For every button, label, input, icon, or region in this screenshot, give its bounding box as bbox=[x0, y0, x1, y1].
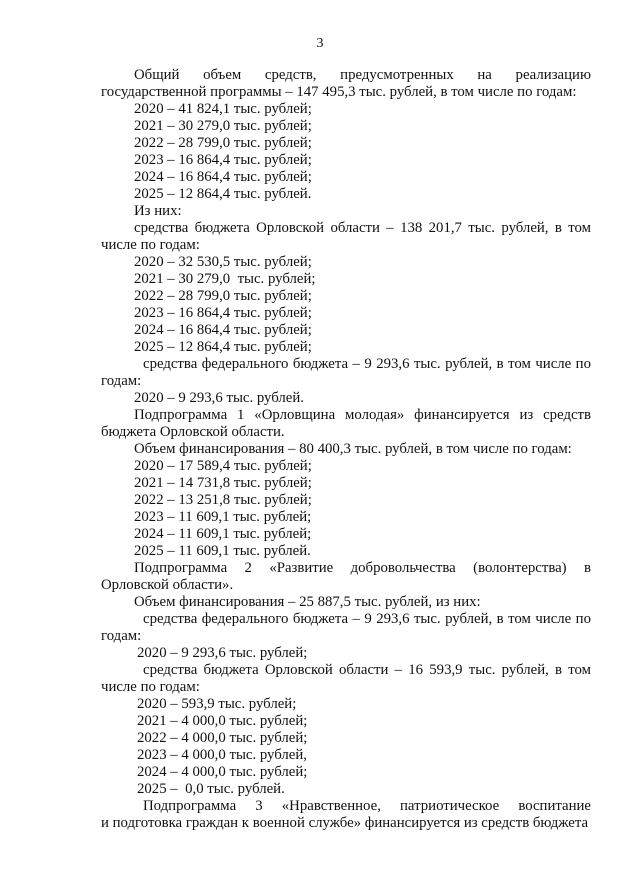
text-line: и подготовка граждан к военной службе» финансируется из средств бюджета bbox=[101, 815, 589, 831]
text-line: 2023 – 11 609,1 тыс. рублей; bbox=[134, 509, 312, 525]
text-line: 2020 – 593,9 тыс. рублей; bbox=[137, 696, 297, 712]
text-line: 2023 – 4 000,0 тыс. рублей, bbox=[137, 747, 307, 763]
text-line: 2023 – 16 864,4 тыс. рублей; bbox=[134, 305, 312, 321]
text-line: 2022 – 13 251,8 тыс. рублей; bbox=[134, 492, 312, 508]
text-line: числе по годам: bbox=[101, 679, 200, 695]
text-line: Объем финансирования – 25 887,5 тыс. рублей, из них: bbox=[134, 594, 481, 610]
text-line: 2020 – 41 824,1 тыс. рублей; bbox=[134, 101, 312, 117]
text-line: Общий объем средств, предусмотренных на реализацию bbox=[134, 67, 591, 83]
text-line: 2023 – 16 864,4 тыс. рублей; bbox=[134, 152, 312, 168]
text-line: 2024 – 16 864,4 тыс. рублей; bbox=[134, 322, 312, 338]
text-line: 2025 – 12 864,4 тыс. рублей. bbox=[134, 186, 312, 202]
text-line: 2020 – 17 589,4 тыс. рублей; bbox=[134, 458, 312, 474]
text-line: 2022 – 4 000,0 тыс. рублей; bbox=[137, 730, 308, 746]
text-line: годам: bbox=[101, 373, 142, 389]
text-line: числе по годам: bbox=[101, 237, 200, 253]
text-line: 2024 – 4 000,0 тыс. рублей; bbox=[137, 764, 308, 780]
text-line: 2021 – 4 000,0 тыс. рублей; bbox=[137, 713, 308, 729]
page-number: 3 bbox=[316, 36, 324, 51]
text-line: Из них: bbox=[134, 203, 182, 219]
text-line: 2020 – 9 293,6 тыс. рублей; bbox=[137, 645, 308, 661]
text-line: государственной программы – 147 495,3 тыс. рублей, в том числе по годам: bbox=[101, 84, 577, 100]
text-line: Орловской области». bbox=[101, 577, 234, 593]
text-line: Объем финансирования – 80 400,3 тыс. рублей, в том числе по годам: bbox=[134, 441, 572, 457]
text-line: 2024 – 11 609,1 тыс. рублей; bbox=[134, 526, 312, 542]
text-line: бюджета Орловской области. bbox=[101, 424, 285, 440]
text-line: средства федерального бюджета – 9 293,6 тыс. рублей, в том числе по bbox=[143, 356, 591, 372]
text-line: Подпрограмма 2 «Развитие добровольчества (волонтерства) в bbox=[134, 560, 591, 576]
text-line: 2021 – 14 731,8 тыс. рублей; bbox=[134, 475, 312, 491]
text-line: 2022 – 28 799,0 тыс. рублей; bbox=[134, 288, 312, 304]
text-line: Подпрограмма 1 «Орловщина молодая» финансируется из средств bbox=[134, 407, 591, 423]
text-line: 2025 – 12 864,4 тыс. рублей; bbox=[134, 339, 312, 355]
text-line: годам: bbox=[101, 628, 142, 644]
text-line: 2025 – 11 609,1 тыс. рублей. bbox=[134, 543, 311, 559]
text-line: 2021 – 30 279,0 тыс. рублей; bbox=[134, 118, 312, 134]
text-line: средства бюджета Орловской области – 138 201,7 тыс. рублей, в том bbox=[134, 220, 591, 236]
text-line: 2020 – 9 293,6 тыс. рублей. bbox=[134, 390, 304, 406]
text-line: 2020 – 32 530,5 тыс. рублей; bbox=[134, 254, 312, 270]
text-line: средства федерального бюджета – 9 293,6 тыс. рублей, в том числе по bbox=[143, 611, 591, 627]
text-line: 2021 – 30 279,0 тыс. рублей; bbox=[134, 271, 316, 287]
text-line: 2025 – 0,0 тыс. рублей. bbox=[137, 781, 285, 797]
text-line: 2022 – 28 799,0 тыс. рублей; bbox=[134, 135, 312, 151]
text-line: Подпрограмма 3 «Нравственное, патриотическое воспитание bbox=[143, 798, 591, 814]
text-line: 2024 – 16 864,4 тыс. рублей; bbox=[134, 169, 312, 185]
text-line: средства бюджета Орловской области – 16 593,9 тыс. рублей, в том bbox=[143, 662, 591, 678]
